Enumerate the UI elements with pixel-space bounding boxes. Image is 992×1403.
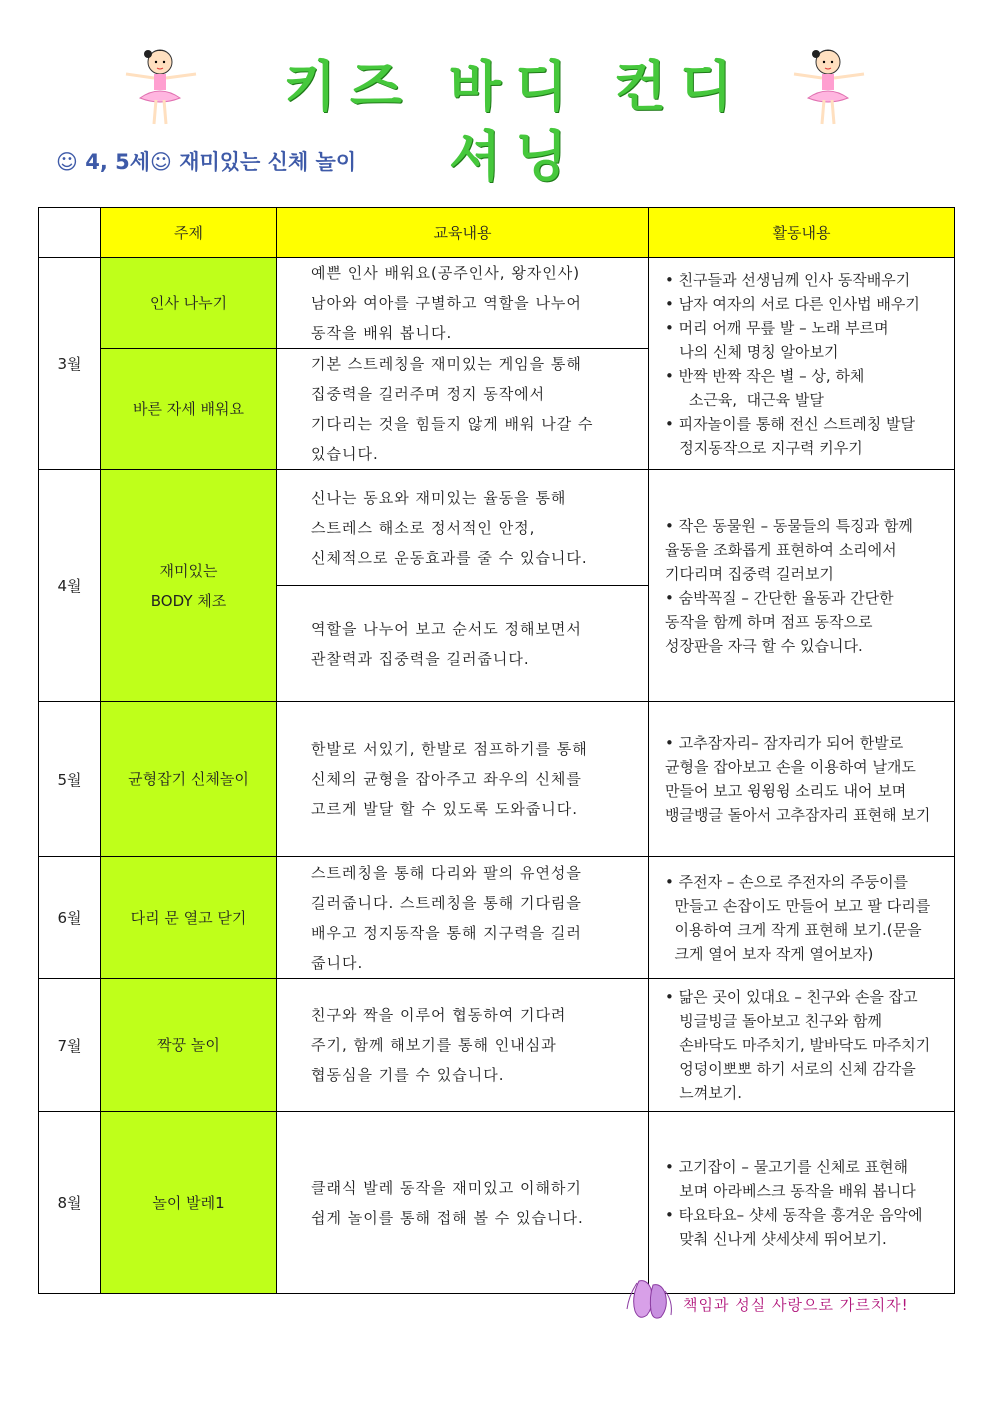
header-act: 활동내용: [649, 208, 955, 258]
page-title: 키즈 바디 컨디셔닝: [283, 55, 747, 188]
edu-line: 예쁜 인사 배워요(공주인사, 왕자인사): [311, 264, 581, 282]
act-line: • 친구들과 선생님께 인사 동작배우기: [665, 270, 911, 289]
table-row: [39, 857, 955, 979]
act-line: • 남자 여자의 서로 다른 인사법 배우기: [665, 294, 920, 313]
table-row: [39, 979, 955, 1112]
act-line: 뱅글뱅글 돌아서 고추잠자리 표현해 보기: [665, 806, 931, 824]
topic-cell: 놀이 발레1: [101, 1112, 277, 1294]
act-cell: [649, 857, 955, 979]
ballerina-icon: [122, 40, 202, 130]
topic-line: 재미있는: [159, 561, 218, 580]
edu-cell: [277, 857, 649, 979]
act-line: 맞춰 신나게 샷세샷세 뛰어보기.: [665, 1229, 887, 1248]
edu-line: 스트레스 해소로 정서적인 안정,: [311, 518, 536, 537]
act-line: • 타요타요– 샷세 동작을 흥겨운 음악에: [665, 1205, 923, 1224]
edu-line: 배우고 정지동작을 통해 지구력을 길러: [311, 923, 582, 942]
topic-cell: 짝꿍 놀이: [101, 979, 277, 1112]
curriculum-table: [38, 207, 955, 1294]
act-line: 동작을 함께 하며 점프 동작으로: [665, 612, 873, 631]
topic-line: BODY 체조: [150, 591, 227, 610]
act-line: 균형을 잡아보고 손을 이용하여 날개도: [665, 758, 916, 776]
month-cell: 6월: [39, 857, 101, 979]
header-topic: 주제: [101, 208, 277, 258]
act-line: 이용하여 크게 작게 표현해 보기.(문을: [665, 920, 922, 939]
edu-line: 있습니다.: [311, 445, 379, 463]
header-edu: 교육내용: [277, 208, 649, 258]
act-cell: [649, 702, 955, 857]
edu-line: 관찰력과 집중력을 길러줍니다.: [311, 649, 530, 668]
act-line: 엉덩이뽀뽀 하기 서로의 신체 감각을: [665, 1060, 916, 1078]
edu-cell: [277, 470, 649, 586]
act-line: 기다리며 집중력 길러보기: [665, 564, 834, 583]
edu-line: 신체의 균형을 잡아주고 좌우의 신체를: [311, 770, 582, 788]
act-line: • 피자놀이를 통해 전신 스트레칭 발달: [665, 414, 916, 433]
month-cell: 7월: [39, 979, 101, 1112]
edu-line: 기본 스트레칭을 재미있는 게임을 통해: [311, 355, 582, 373]
table-row: [39, 470, 955, 586]
edu-line: 협동심을 기를 수 있습니다.: [311, 1066, 505, 1084]
act-cell: [649, 258, 955, 470]
act-cell: [649, 1112, 955, 1294]
edu-line: 고르게 발달 할 수 있도록 도와줍니다.: [311, 800, 578, 818]
act-line: 성장판을 자극 할 수 있습니다.: [665, 636, 863, 655]
edu-cell: [277, 349, 649, 470]
act-line: • 숨박꼭질 – 간단한 율동과 간단한: [665, 588, 894, 607]
edu-cell: [277, 979, 649, 1112]
act-line: 정지동작으로 지구력 키우기: [665, 438, 863, 457]
edu-line: 길러줍니다. 스트레칭을 통해 기다림을: [311, 893, 582, 912]
act-line: 소근육, 대근육 발달: [665, 390, 824, 409]
table-row: [39, 258, 955, 349]
act-line: 만들어 보고 윙윙윙 소리도 내어 보며: [665, 782, 907, 800]
act-line: 만들고 손잡이도 만들어 보고 팔 다리를: [665, 896, 931, 915]
edu-line: 줍니다.: [311, 953, 364, 972]
act-line: • 머리 어깨 무릎 발 – 노래 부르며: [665, 318, 889, 337]
month-cell: 8월: [39, 1112, 101, 1294]
section-subtitle: ☺ 4, 5세☺ 재미있는 신체 놀이: [56, 150, 357, 174]
act-line: • 주전자 – 손으로 주전자의 주둥이를: [665, 872, 909, 891]
table-row: [39, 702, 955, 857]
act-line: 빙글빙글 돌아보고 친구와 함께: [665, 1012, 882, 1030]
edu-line: 쉽게 놀이를 통해 접해 볼 수 있습니다.: [311, 1208, 584, 1227]
act-line: 보며 아라베스크 동작을 배워 봅니다: [665, 1181, 916, 1200]
month-cell: 4월: [39, 470, 101, 702]
month-cell: 3월: [39, 258, 101, 470]
act-line: 나의 신체 명칭 알아보기: [665, 342, 839, 361]
month-cell: 5월: [39, 702, 101, 857]
table-row: [39, 1112, 955, 1294]
act-line: 느껴보기.: [665, 1084, 743, 1102]
edu-cell: [277, 702, 649, 857]
act-line: 손바닥도 마주치기, 발바닥도 마주치기: [665, 1036, 931, 1054]
topic-cell: 바른 자세 배워요: [101, 349, 277, 470]
edu-cell: [277, 1112, 649, 1294]
edu-line: 신체적으로 운동효과를 줄 수 있습니다.: [311, 548, 588, 567]
edu-line: 남아와 여아를 구별하고 역할을 나누어: [311, 294, 582, 312]
act-line: • 닮은 곳이 있대요 – 친구와 손을 잡고: [665, 988, 918, 1006]
act-line: 크게 열어 보자 작게 열어보자): [665, 944, 874, 963]
ballet-shoes-icon: [625, 1275, 675, 1323]
topic-cell: [101, 470, 277, 702]
act-cell: [649, 979, 955, 1112]
act-line: 율동을 조화롭게 표현하여 소리에서: [665, 540, 897, 559]
footer-motto: 책임과 성실 사랑으로 가르치자!: [683, 1296, 909, 1314]
ballerina-icon: [790, 40, 870, 130]
edu-cell: [277, 258, 649, 349]
edu-line: 스트레칭을 통해 다리와 팔의 유연성을: [311, 863, 582, 882]
edu-line: 한발로 서있기, 한발로 점프하기를 통해: [311, 740, 588, 758]
act-line: • 반짝 반짝 작은 별 – 상, 하체: [665, 366, 865, 385]
edu-cell: [277, 586, 649, 702]
edu-line: 친구와 짝을 이루어 협동하여 기다려: [311, 1006, 567, 1024]
act-line: • 고추잠자리– 잠자리가 되어 한발로: [665, 734, 904, 752]
act-line: • 고기잡이 – 물고기를 신체로 표현해: [665, 1157, 909, 1176]
edu-line: 동작을 배워 봅니다.: [311, 324, 453, 342]
topic-cell: 다리 문 열고 닫기: [101, 857, 277, 979]
topic-cell: 균형잡기 신체놀이: [101, 702, 277, 857]
act-cell: [649, 470, 955, 702]
act-line: • 작은 동물원 – 동물들의 특징과 함께: [665, 516, 913, 535]
topic-cell: 인사 나누기: [101, 258, 277, 349]
edu-line: 클래식 발레 동작을 재미있고 이해하기: [311, 1178, 582, 1197]
edu-line: 신나는 동요와 재미있는 율동을 통해: [311, 488, 567, 507]
edu-line: 집중력을 길러주며 정지 동작에서: [311, 385, 546, 403]
edu-line: 주기, 함께 해보기를 통해 인내심과: [311, 1036, 557, 1054]
header-blank: [39, 208, 101, 258]
edu-line: 역할을 나누어 보고 순서도 정해보면서: [311, 619, 582, 638]
edu-line: 기다리는 것을 힘들지 않게 배워 나갈 수: [311, 415, 594, 433]
table-header-row: [39, 208, 955, 258]
